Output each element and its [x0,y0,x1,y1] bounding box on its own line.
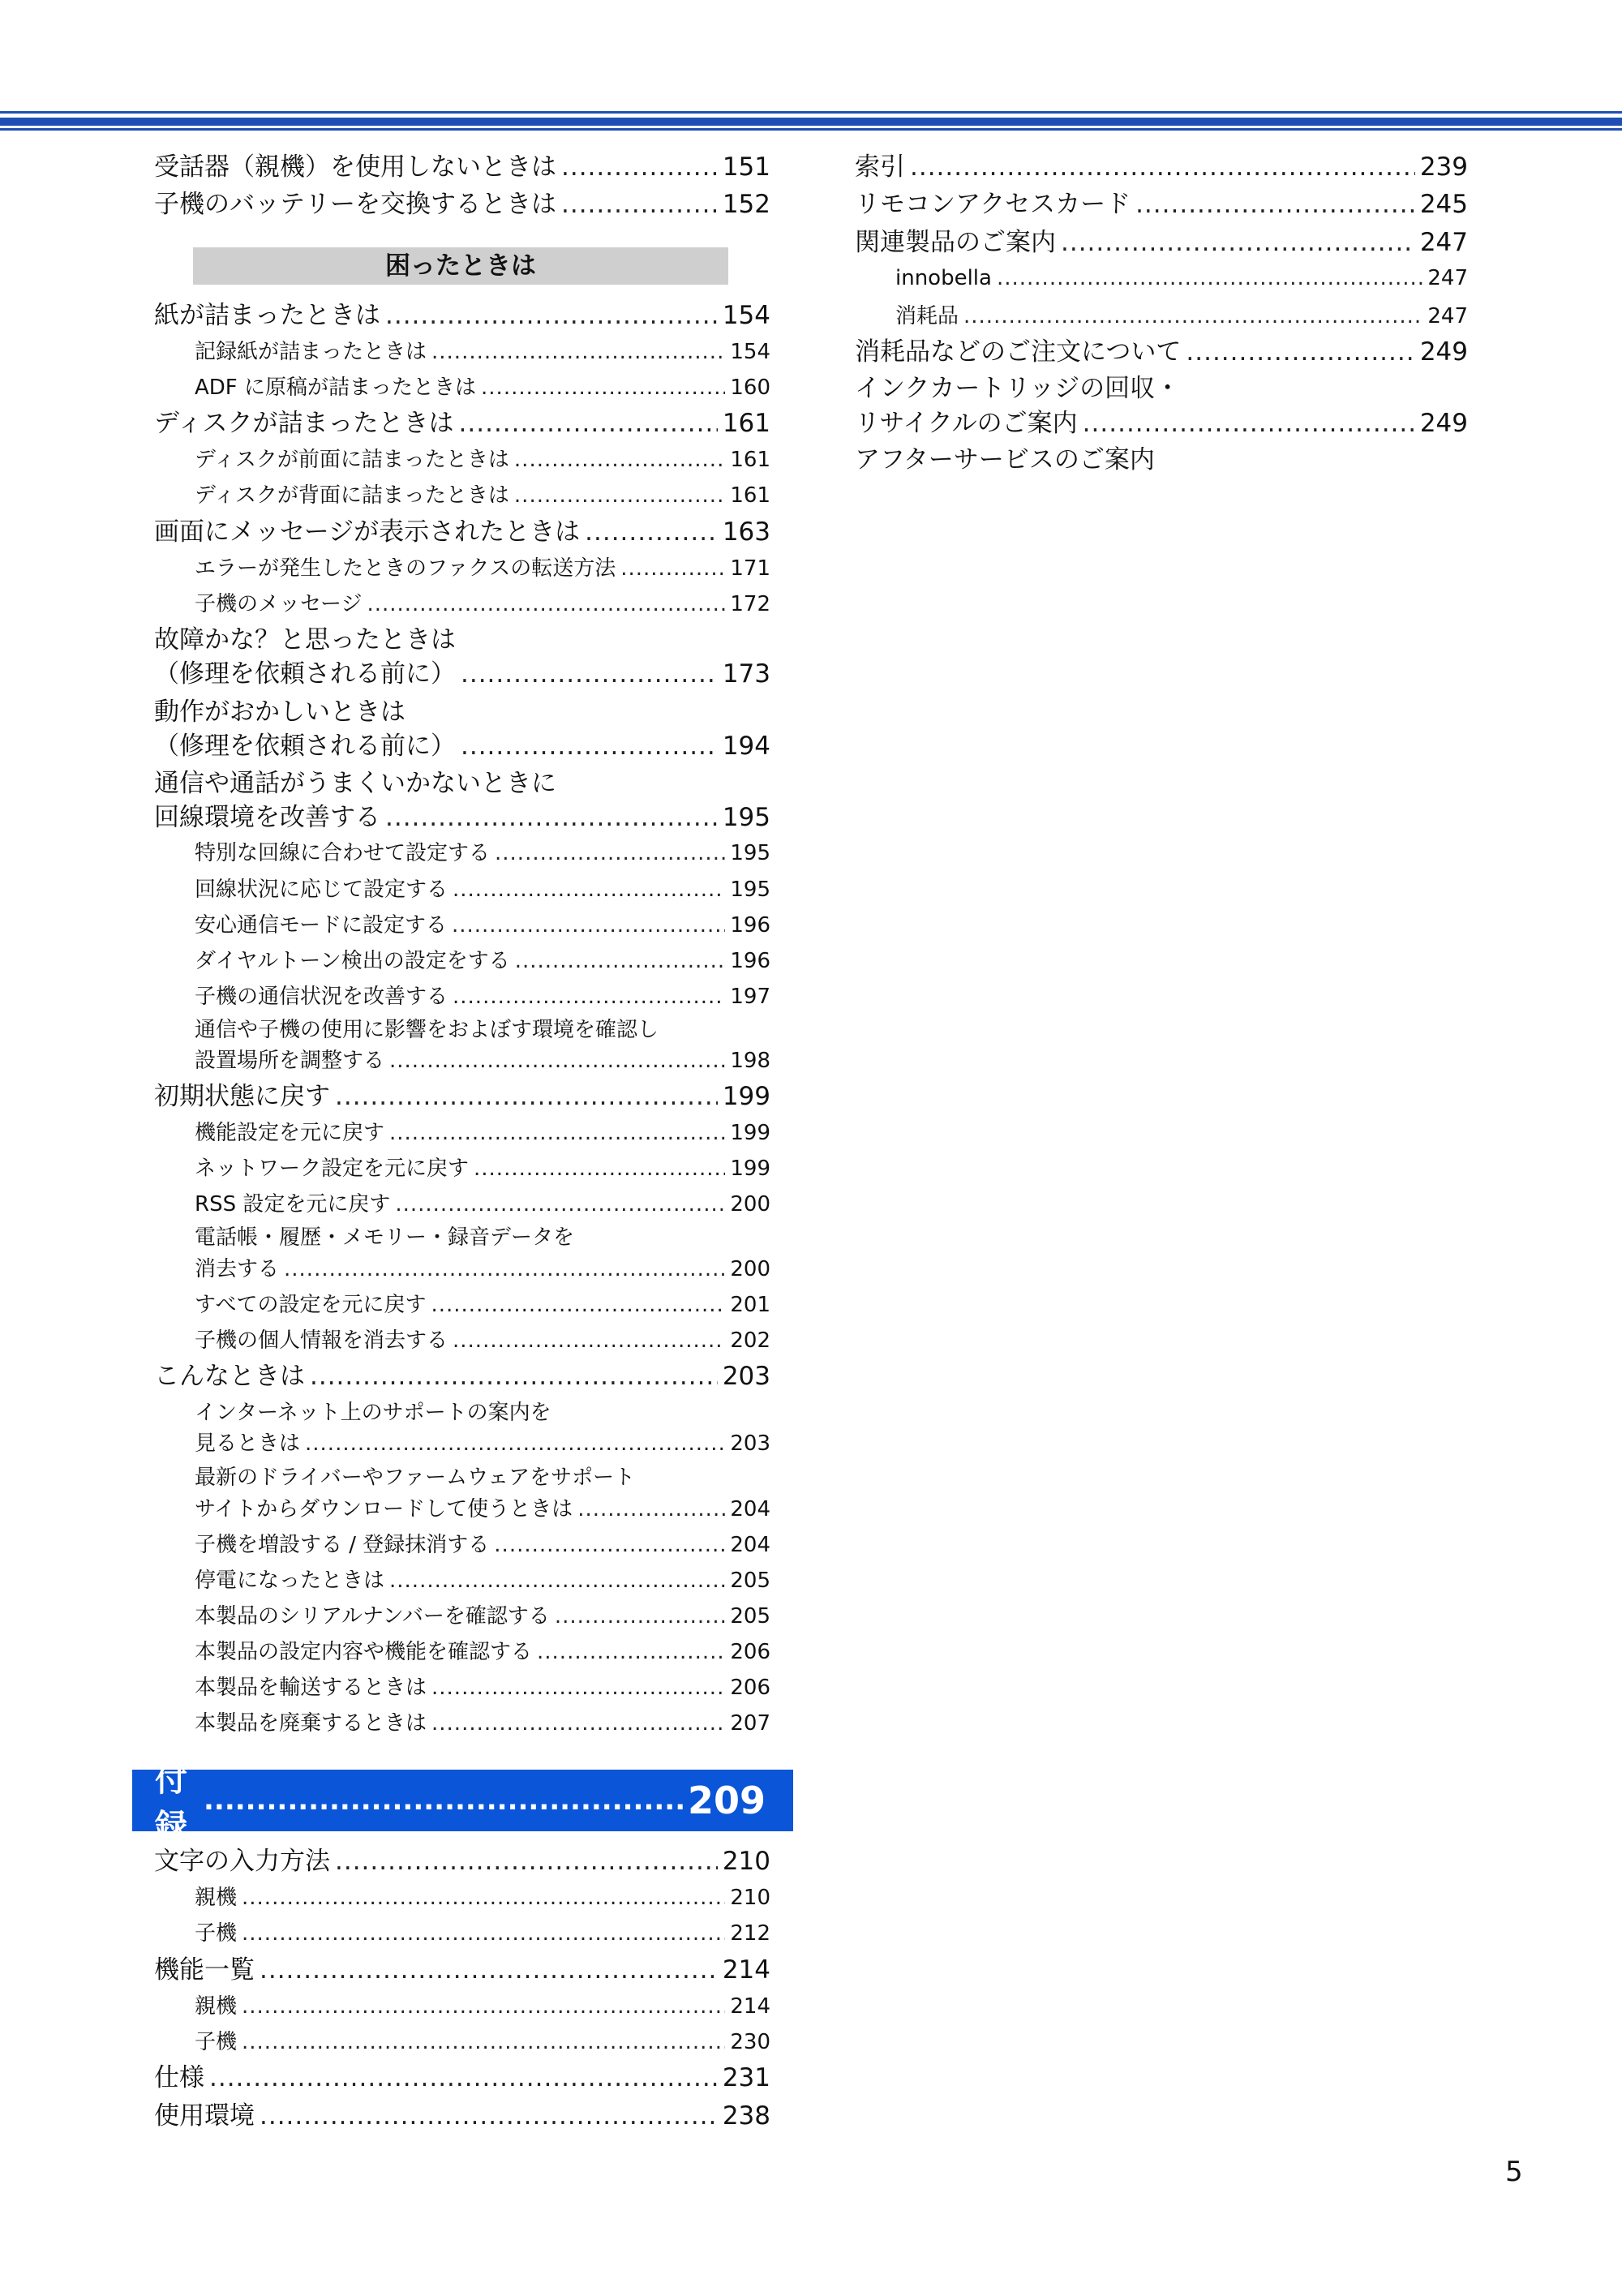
toc-entry-title: 回線状況に応じて設定する [195,878,448,902]
toc-subentry[interactable] [154,1190,770,1219]
leader-dots [260,2100,718,2132]
top-rule-thick [0,118,1622,126]
leader-dots [481,373,725,402]
top-rule-thin [0,111,1622,114]
toc-entry-title: ディスクが背面に詰まったときは [195,483,509,508]
leader-dots [242,1992,725,2021]
toc-entry-title: 関連製品のご案内 [855,228,1056,257]
toc-subentry[interactable] [154,982,770,1011]
leader-dots [461,658,718,690]
toc-entry-title: 文字の入力方法 [154,1847,330,1876]
toc-entry-page: 249 [1419,409,1468,438]
toc-entry-page: 245 [1419,190,1468,219]
toc-entry-page: 154 [730,340,770,364]
toc-entry-page: 196 [730,913,770,938]
leader-dots [453,1326,725,1355]
toc-entry-title: 子機 [195,1921,238,1946]
toc-subentry[interactable] [154,1992,770,2021]
toc-entry[interactable] [154,299,770,332]
leader-dots [452,911,725,940]
toc-entry-title: 子機を増設する / 登録抹消する [195,1533,490,1557]
appendix-title: 付 録 [155,1762,199,1845]
toc-subentry[interactable] [154,554,770,583]
toc-entry-title: 受話器（親機）を使用しないときは [154,152,556,182]
toc-entry-page: 199 [722,1082,770,1111]
toc-entry-title: エラーが発生したときのファクスの転送方法 [195,556,616,581]
toc-entry-title: 記録紙が詰まったときは [195,340,427,364]
toc-entry[interactable] [154,151,770,183]
leader-dots [335,1080,718,1113]
toc-entry-page: 203 [722,1362,770,1391]
toc-entry[interactable] [855,336,1468,368]
toc-entry[interactable] [154,1360,770,1393]
leader-dots [555,1602,726,1631]
toc-entry-title: 子機の個人情報を消去する [195,1328,448,1353]
toc-subentry[interactable] [154,373,770,402]
toc-entry-title: ディスクが前面に詰まったときは [195,448,509,472]
toc-entry-page: 200 [730,1192,770,1217]
toc-entry-page: 151 [722,152,770,182]
toc-entry-title: 機能設定を元に戻す [195,1121,385,1145]
toc-entry-title: ネットワーク設定を元に戻す [195,1157,470,1181]
toc-entry-page: 214 [722,1955,770,1985]
toc-subentry[interactable] [154,1530,770,1560]
toc-subentry-line1: 通信や子機の使用に影響をおよぼす環境を確認し [195,1018,659,1042]
toc-subentry[interactable] [154,1429,770,1458]
toc-entry-page: 161 [730,483,770,508]
toc-entry-line1: インクカートリッジの回収・ [855,374,1181,403]
toc-entry-page: 201 [730,1293,770,1317]
toc-entry-title: 見るときは [195,1431,301,1456]
toc-subentry[interactable] [154,1118,770,1148]
toc-entry-page: 194 [722,732,770,761]
toc-entry-title: リモコンアクセスカード [855,190,1131,219]
toc-subentry[interactable] [154,590,770,619]
toc-entry-title: 親機 [195,1994,238,2019]
toc-entry-title: 子機の通信状況を改善する [195,985,448,1009]
toc-entry-title: 停電になったときは [195,1569,385,1593]
leader-dots [453,982,725,1011]
toc-entry-title: サイトからダウンロードして使うときは [195,1497,573,1521]
toc-entry-title: 使用環境 [154,2101,255,2131]
toc-entry-page: 247 [1427,266,1468,290]
toc-entry-title: 安心通信モードに設定する [195,913,447,938]
toc-entry-page: 197 [730,985,770,1009]
toc-entry[interactable] [855,188,1468,221]
toc-entry-page: 205 [730,1569,770,1593]
toc-entry-page: 210 [722,1847,770,1876]
toc-entry[interactable] [154,516,770,548]
leader-dots [459,407,718,440]
toc-entry-page: 173 [722,659,770,689]
leader-dots [385,299,718,332]
toc-entry-page: 210 [730,1886,770,1910]
leader-dots [431,1709,725,1738]
leader-dots [620,554,725,583]
leader-dots [209,2062,718,2094]
toc-entry-page: 238 [722,2101,770,2131]
toc-subentry[interactable] [154,1046,770,1075]
toc-entry-page: 207 [730,1711,770,1736]
leader-dots [385,801,718,834]
toc-entry-page: 160 [730,376,770,400]
toc-subentry[interactable] [154,445,770,474]
toc-subentry[interactable] [154,1290,770,1320]
leader-dots [284,1255,725,1284]
leader-dots [561,151,718,183]
toc-entry-page: 205 [730,1604,770,1629]
toc-entry[interactable] [855,151,1468,183]
toc-subentry[interactable] [154,1602,770,1631]
toc-entry-page: 247 [1419,228,1468,257]
toc-entry-page: 195 [730,841,770,865]
toc-subentry[interactable] [154,839,770,868]
toc-subentry[interactable] [154,1673,770,1702]
toc-entry-title: ダイヤルトーン検出の設定をする [195,949,510,973]
toc-entry[interactable]: アフターサービスのご案内 [855,445,1155,474]
toc-subentry[interactable] [154,1495,770,1524]
toc-subentry[interactable] [154,1709,770,1738]
toc-subentry[interactable] [154,1883,770,1912]
toc-entry[interactable] [154,1080,770,1113]
toc-subentry[interactable] [154,1637,770,1667]
toc-entry-title: 紙が詰まったときは [154,301,380,330]
toc-entry-page: 206 [730,1676,770,1700]
toc-entry-page: 199 [730,1157,770,1181]
toc-entry-title: 本製品を廃棄するときは [195,1711,427,1736]
toc-entry-title: 仕様 [154,2063,204,2092]
toc-entry-title: 本製品の設定内容や機能を確認する [195,1640,533,1664]
leader-dots [335,1845,718,1878]
toc-entry[interactable] [855,226,1468,259]
leader-dots [389,1046,725,1075]
toc-entry-page: 206 [730,1640,770,1664]
toc-entry-page: 163 [722,517,770,547]
toc-entry-page: 231 [722,2063,770,2092]
leader-dots [1061,226,1415,259]
leader-dots [561,188,718,221]
leader-dots [910,151,1415,183]
toc-entry-title: 子機 [195,2030,238,2054]
toc-entry-title: 特別な回線に合わせて設定する [195,841,491,865]
leader-dots [242,1883,725,1912]
leader-dots [1083,407,1415,440]
leader-dots [494,1530,725,1560]
toc-subentry[interactable] [154,2028,770,2057]
leader-dots [514,445,725,474]
toc-entry-title: 索引 [855,152,905,182]
leader-dots [963,302,1422,331]
leader-dots [242,1919,725,1948]
toc-entry-page: 161 [722,409,770,438]
toc-entry-page: 239 [1419,152,1468,182]
leader-dots [242,2028,725,2057]
leader-dots [431,337,725,367]
toc-subentry[interactable] [154,1154,770,1183]
toc-entry[interactable] [154,730,770,762]
toc-entry[interactable] [154,2100,770,2132]
toc-entry-page: 200 [730,1257,770,1281]
leader-dots [1135,188,1415,221]
toc-entry-page: 199 [730,1121,770,1145]
toc-entry-title: innobella [895,266,992,290]
toc-subentry-line1: インターネット上のサポートの案内を [195,1401,551,1425]
toc-entry[interactable] [154,407,770,440]
toc-entry-title: （修理を依頼される前に） [154,659,456,689]
toc-entry[interactable] [154,1954,770,1986]
toc-entry-page: 203 [730,1431,770,1456]
leader-dots [310,1360,718,1393]
toc-entry-line1: 動作がおかしいときは [154,697,406,727]
toc-entry-title: 回線環境を改善する [154,803,380,832]
leader-dots [389,1118,725,1148]
leader-dots [367,590,725,619]
toc-subentry[interactable] [154,875,770,904]
leader-dots [1186,336,1414,368]
toc-subentry[interactable] [154,911,770,940]
toc-entry-title: こんなときは [154,1362,305,1391]
toc-entry-page: 202 [730,1328,770,1353]
toc-entry-page: 195 [722,803,770,832]
toc-entry-title: 子機のメッセージ [195,592,363,616]
toc-entry-title: 画面にメッセージが表示されたときは [154,517,581,547]
toc-entry-page: 247 [1427,304,1468,328]
leader-dots [395,1190,725,1219]
toc-entry[interactable] [154,1845,770,1878]
leader-dots [997,264,1422,293]
toc-subentry[interactable] [855,264,1468,293]
toc-entry-title: 機能一覧 [154,1955,255,1985]
leader-dots [495,839,725,868]
toc-subentry[interactable] [154,1566,770,1595]
toc-subentry[interactable] [154,1255,770,1284]
toc-entry-title: RSS 設定を元に戻す [195,1192,391,1217]
toc-entry-page: 214 [730,1994,770,2019]
toc-entry-line1: 故障かな？と思ったときは [154,625,456,654]
page-number: 5 [1505,2156,1523,2188]
toc-entry-page: 249 [1419,337,1468,367]
leader-dots [461,730,718,762]
toc-entry-title: 本製品のシリアルナンバーを確認する [195,1604,550,1629]
toc-subentry[interactable] [154,481,770,510]
toc-entry[interactable] [154,801,770,834]
toc-subentry-line1: 最新のドライバーやファームウェアをサポート [195,1466,636,1490]
toc-entry-page: 204 [730,1533,770,1557]
toc-entry-page: 230 [730,2030,770,2054]
leader-dots [305,1429,725,1458]
toc-subentry[interactable] [855,302,1468,331]
appendix-chapter-bar[interactable] [132,1762,793,1845]
leader-dots [431,1290,725,1320]
toc-entry-page: 196 [730,949,770,973]
section-heading: 困ったときは [193,247,728,285]
toc-entry-title: ディスクが詰まったときは [154,409,454,438]
leader-dots [577,1495,725,1524]
toc-entry-page: 161 [730,448,770,472]
toc-entry[interactable] [154,658,770,690]
leader-dots [389,1566,725,1595]
toc-entry-page: 204 [730,1497,770,1521]
toc-entry-title: 本製品を輸送するときは [195,1676,427,1700]
toc-subentry[interactable] [154,1919,770,1948]
toc-subentry[interactable] [154,946,770,976]
leader-dots [474,1154,725,1183]
toc-entry-title: 消去する [195,1257,280,1281]
leader-dots [260,1954,718,1986]
toc-subentry[interactable] [154,1326,770,1355]
toc-entry-page: 152 [722,190,770,219]
leader-dots [431,1673,725,1702]
toc-entry[interactable] [855,407,1468,440]
leader-dots [515,946,726,976]
toc-subentry-line1: 電話帳・履歴・メモリー・録音データを [195,1225,575,1250]
toc-entry-title: ADF に原稿が詰まったときは [195,376,477,400]
toc-entry-title: すべての設定を元に戻す [195,1293,427,1317]
toc-entry[interactable] [154,188,770,221]
toc-entry-title: 親機 [195,1886,238,1910]
leader-dots [585,516,718,548]
toc-entry-title: 子機のバッテリーを交換するときは [154,190,556,219]
leader-dots [514,481,725,510]
leader-dots [537,1637,725,1667]
top-rule-bottom [0,128,1622,131]
toc-entry-title: 消耗品 [895,304,959,328]
toc-entry-title: 初期状態に戻す [154,1082,330,1111]
toc-entry-line1: 通信や通話がうまくいかないときに [154,769,556,798]
toc-entry-page: 195 [730,878,770,902]
toc-entry-title: 設置場所を調整する [195,1049,385,1073]
toc-entry-page: 171 [730,556,770,581]
toc-entry-page: 172 [730,592,770,616]
toc-entry-page: 198 [730,1049,770,1073]
toc-entry-title: 消耗品などのご注文について [855,337,1182,367]
appendix-page: 209 [687,1779,766,1822]
toc-entry-title: （修理を依頼される前に） [154,732,456,761]
toc-entry-page: 154 [722,301,770,330]
toc-entry-title: リサイクルのご案内 [855,409,1078,438]
toc-entry-page: 212 [730,1921,770,1946]
leader-dots [453,875,725,904]
toc-entry[interactable] [154,2062,770,2094]
toc-subentry[interactable] [154,337,770,367]
